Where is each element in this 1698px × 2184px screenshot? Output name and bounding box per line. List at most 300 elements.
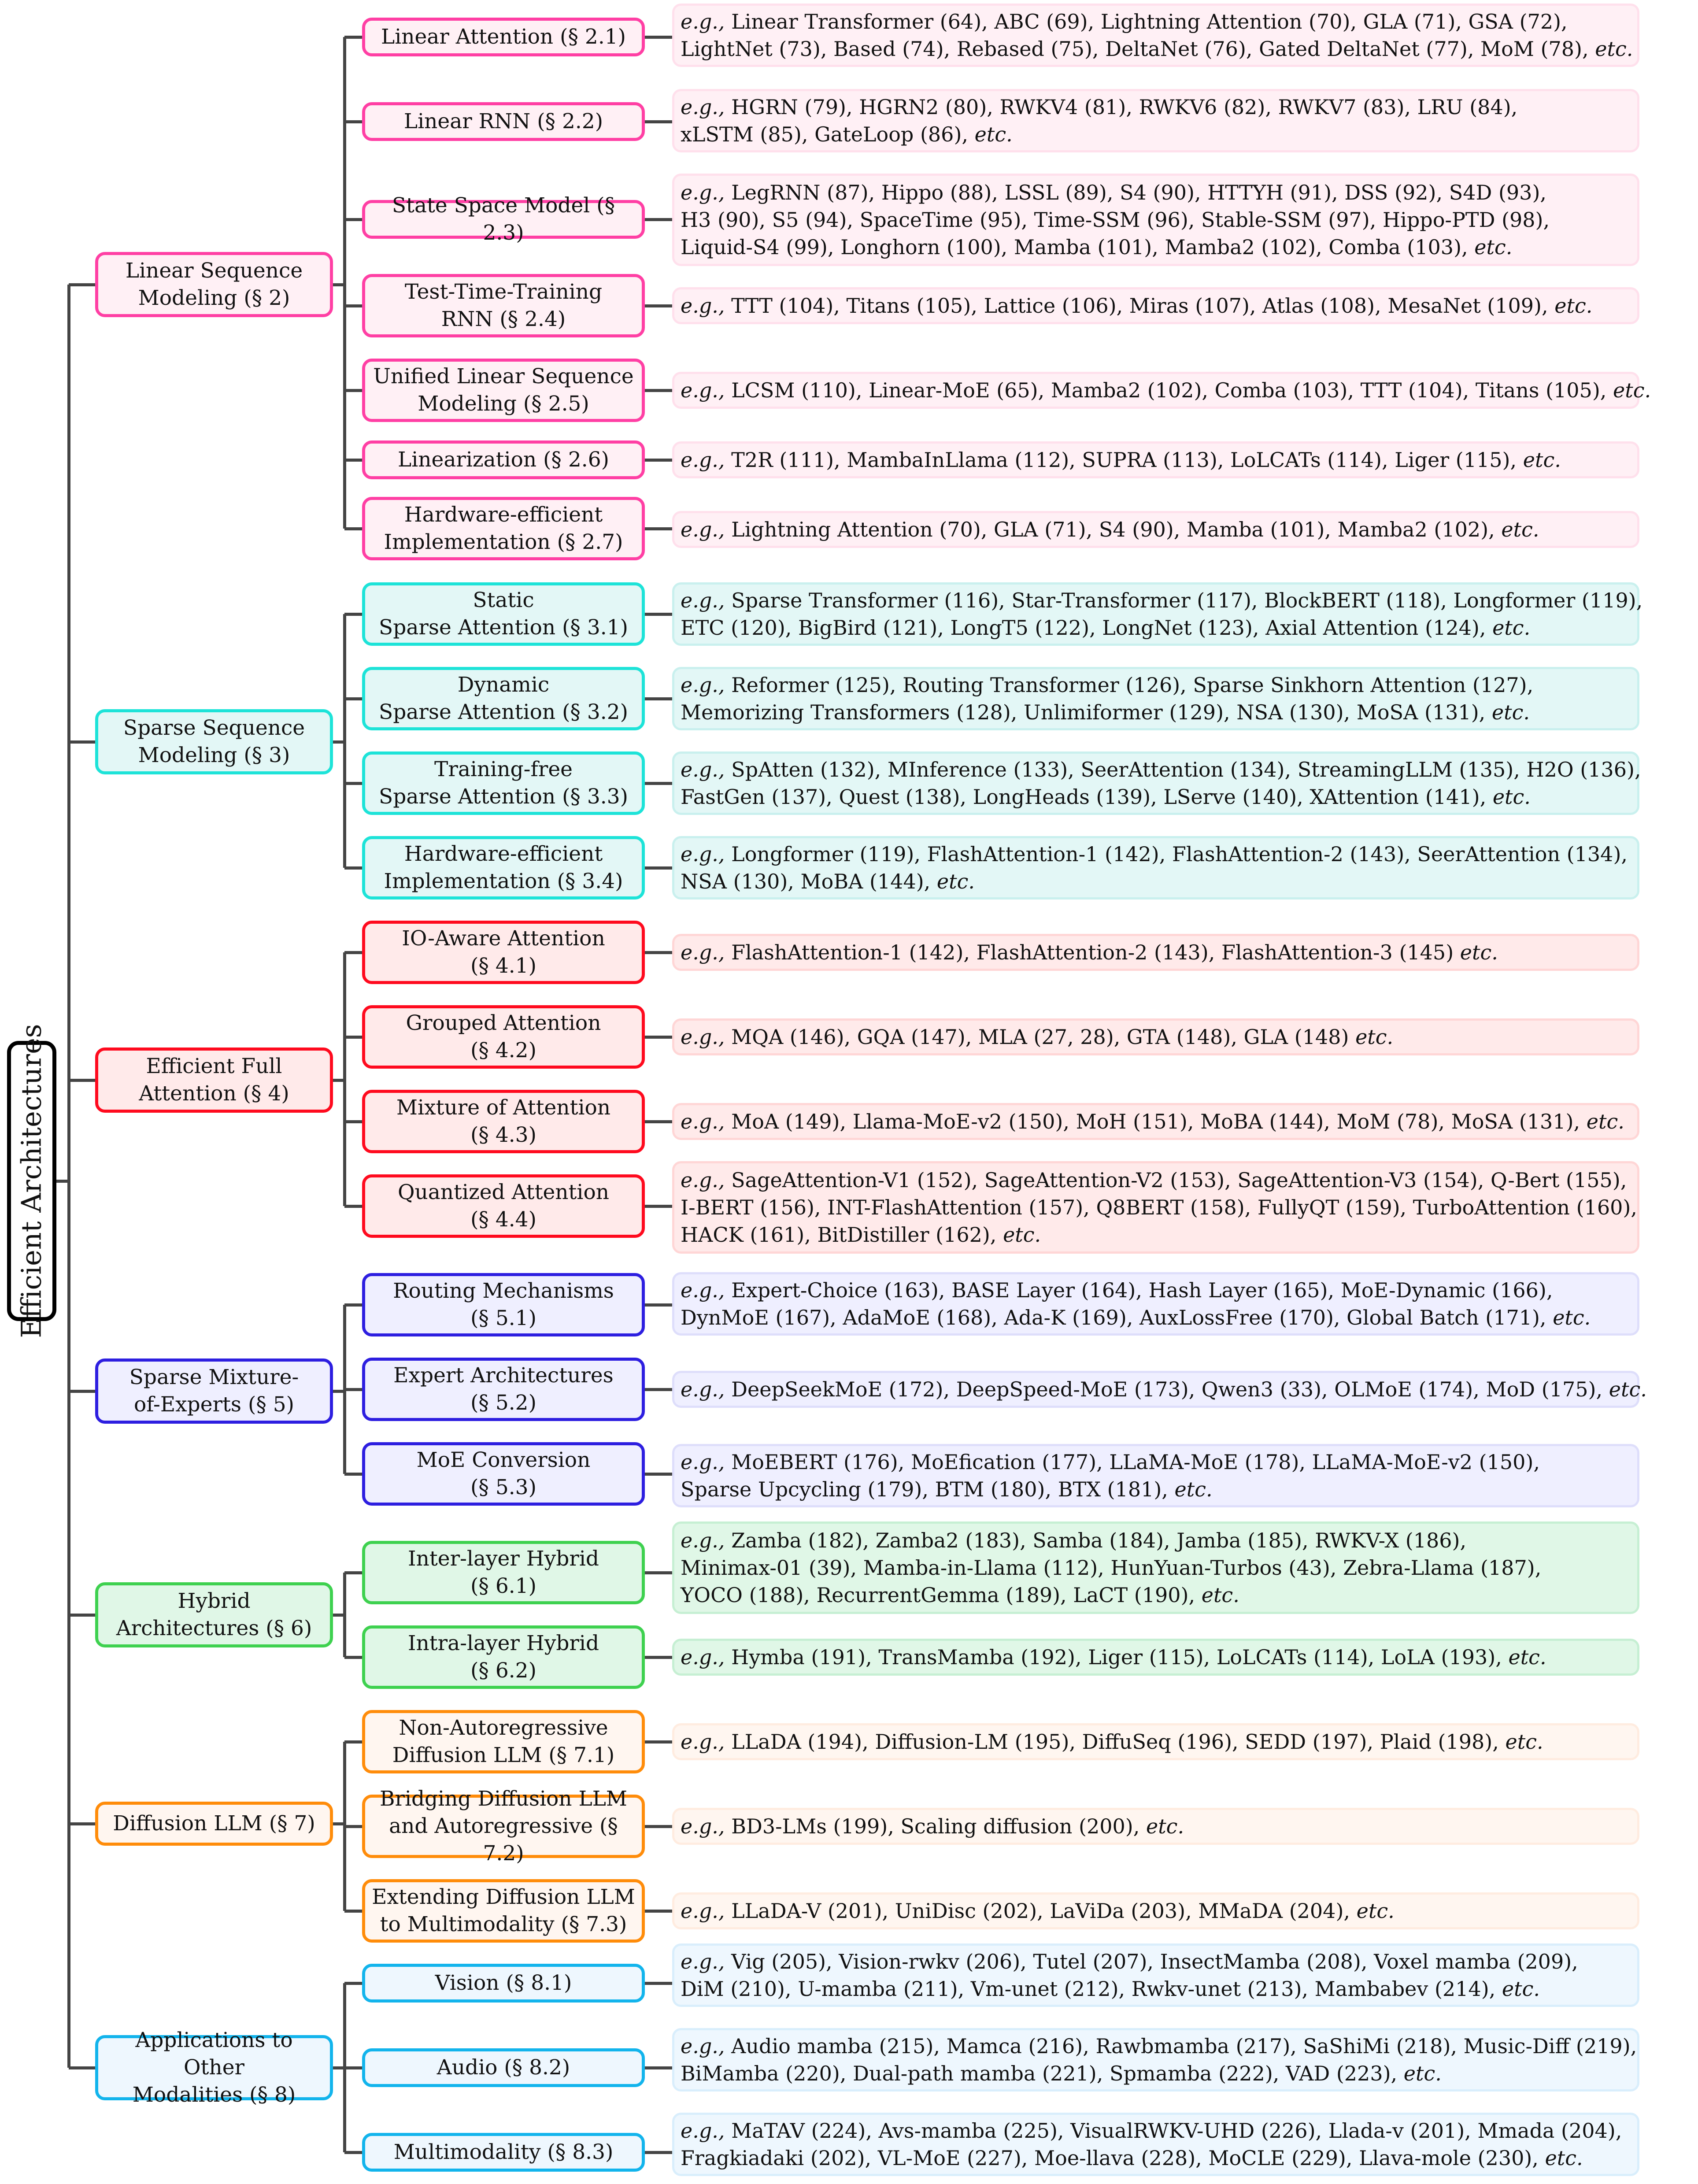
connector-line (344, 1571, 362, 1574)
examples-list: LegRNN (87), Hippo (88), LSSL (89), S4 (90), HTTYH (91), DSS (92), S4D (93), (731, 181, 1547, 204)
examples-line (681, 939, 1498, 966)
examples-text (681, 8, 1633, 63)
eg-label: e.g., (681, 2034, 725, 2058)
examples-list: xLSTM (85), GateLoop (86), (681, 122, 969, 146)
examples-list: SageAttention-V1 (152), SageAttention-V2 (153), SageAttention-V3 (154), Q-Bert (155), (731, 1168, 1627, 1192)
subcategory-label-line: (§ 5.1) (470, 1306, 536, 1330)
connector-line (645, 120, 672, 123)
category-node[interactable] (95, 2028, 333, 2107)
examples-text (681, 1108, 1624, 1135)
category-label (116, 1588, 312, 1642)
connector-line (645, 866, 672, 870)
examples-line (681, 1376, 1647, 1403)
etc-label: etc. (936, 870, 975, 893)
connector-line (343, 37, 346, 529)
etc-label: etc. (1356, 1899, 1395, 1923)
subcategory-label-line: (§ 5.3) (470, 1475, 536, 1499)
eg-label: e.g., (681, 378, 725, 402)
connector-line (645, 1205, 672, 1208)
connector-line (645, 1120, 672, 1123)
subcategory-label (408, 1545, 599, 1600)
connector-line (344, 1303, 362, 1307)
examples-text (681, 377, 1651, 404)
connector-line (344, 1473, 362, 1476)
examples-line (681, 1644, 1546, 1671)
examples-line (681, 1304, 1591, 1331)
etc-label: etc. (1491, 700, 1530, 724)
root-node (7, 1024, 56, 1338)
examples-leaf (672, 441, 1639, 478)
subcategory-label-line: Expert Architectures (393, 1363, 614, 1388)
examples-text (681, 1948, 1578, 2003)
eg-label: e.g., (681, 673, 725, 697)
etc-label: etc. (1174, 1477, 1213, 1501)
eg-label: e.g., (681, 1645, 725, 1669)
category-label-line: Attention (§ 4) (139, 1081, 289, 1106)
etc-label: etc. (1609, 1377, 1647, 1401)
connector-line (343, 1573, 346, 1657)
subcategory-label (406, 1010, 601, 1064)
examples-text (681, 1023, 1393, 1051)
category-node[interactable] (95, 1048, 333, 1113)
examples-list: YOCO (188), RecurrentGemma (189), LaCT (190), (681, 1583, 1195, 1607)
examples-list: LightNet (73), Based (74), Rebased (75), DeltaNet (76), Gated DeltaNet (77), MoM (78), (681, 37, 1589, 61)
examples-line (681, 1194, 1637, 1221)
eg-label: e.g., (681, 10, 725, 33)
subcategory-node[interactable] (362, 582, 645, 646)
connector-line (645, 36, 672, 39)
subcategory-label-line: Sparse Attention (§ 3.3) (379, 785, 628, 809)
examples-line (681, 1023, 1393, 1051)
etc-label: etc. (1003, 1223, 1041, 1247)
examples-line (681, 8, 1633, 35)
subcategory-node[interactable] (362, 1273, 645, 1336)
examples-line (681, 1897, 1395, 1925)
connector-line (645, 697, 672, 700)
examples-line (681, 292, 1592, 319)
category-label (129, 1364, 299, 1418)
subcategory-label-line: (§ 6.1) (470, 1574, 536, 1598)
examples-text (681, 1448, 1540, 1503)
subcategory-label (404, 108, 603, 135)
subcategory-node[interactable] (362, 1090, 645, 1153)
connector-line (645, 1656, 672, 1659)
category-label (113, 1810, 315, 1837)
connector-line (69, 1390, 95, 1393)
examples-list: DiM (210), U-mamba (211), Vm-unet (212), Rwkv-unet (213), Mambabev (214), (681, 1977, 1496, 2001)
subcategory-node[interactable] (362, 1541, 645, 1604)
examples-line (681, 1527, 1541, 1554)
etc-label: etc. (1492, 785, 1531, 809)
category-label-line: Linear Sequence (125, 259, 303, 283)
connector-line (645, 1303, 672, 1307)
subcategory-label (437, 2054, 570, 2081)
connector-line (343, 614, 346, 868)
subcategory-node[interactable] (362, 441, 645, 479)
subcategory-node[interactable] (362, 2048, 645, 2087)
connector-line (645, 2066, 672, 2069)
eg-label: e.g., (681, 758, 725, 781)
examples-list: Zamba (182), Zamba2 (183), Samba (184), Jamba (185), RWKV-X (186), (731, 1529, 1467, 1552)
category-label-line: Diffusion LLM (§ 7) (113, 1811, 315, 1836)
examples-text (681, 671, 1533, 726)
connector-line (344, 2151, 362, 2154)
subcategory-label-line: Implementation (§ 3.4) (384, 869, 623, 893)
connector-line (645, 389, 672, 392)
examples-leaf (672, 372, 1651, 409)
eg-label: e.g., (681, 1377, 725, 1401)
examples-list: Memorizing Transformers (128), Unlimiformer (129), NSA (130), MoSA (131), (681, 700, 1486, 724)
subcategory-label (373, 363, 633, 418)
subcategory-label (398, 446, 609, 474)
examples-text (681, 1166, 1637, 1248)
examples-line (681, 1948, 1578, 1975)
connector-line (645, 304, 672, 307)
subcategory-node[interactable] (362, 1625, 645, 1689)
subcategory-label-line: Sparse Attention (§ 3.2) (379, 700, 628, 724)
subcategory-node[interactable] (362, 751, 645, 815)
examples-text (681, 2032, 1637, 2087)
subcategory-label (379, 587, 628, 641)
subcategory-label-line: RNN (§ 2.4) (441, 307, 566, 331)
connector-line (645, 1910, 672, 1913)
subcategory-label (384, 840, 623, 895)
subcategory-label-line: Audio (§ 8.2) (437, 2055, 570, 2080)
examples-text (681, 1644, 1546, 1671)
examples-list: Reformer (125), Routing Transformer (126), Sparse Sinkhorn Attention (127), (731, 673, 1534, 697)
eg-label: e.g., (681, 2119, 725, 2143)
examples-leaf (672, 1161, 1639, 1254)
etc-label: etc. (1146, 1814, 1184, 1838)
subcategory-label-line: Routing Mechanisms (393, 1279, 614, 1303)
eg-label: e.g., (681, 1529, 725, 1552)
connector-line (344, 459, 362, 462)
examples-line (681, 179, 1550, 206)
subcategory-node[interactable] (362, 921, 645, 984)
examples-leaf (672, 287, 1639, 324)
examples-line (681, 1448, 1540, 1476)
eg-label: e.g., (681, 294, 725, 318)
examples-list: LLaDA (194), Diffusion-LM (195), DiffuSeq (196), SEDD (197), Plaid (198), (731, 1730, 1499, 1754)
etc-label: etc. (1595, 37, 1633, 61)
connector-line (645, 1036, 672, 1039)
subcategory-label (392, 1714, 614, 1769)
subcategory-node[interactable] (362, 1174, 645, 1238)
examples-line (681, 1554, 1541, 1581)
examples-line (681, 840, 1628, 868)
category-label (104, 2027, 324, 2109)
examples-list: Longformer (119), FlashAttention-1 (142), FlashAttention-2 (143), SeerAttention (134), (731, 842, 1628, 866)
connector-line (67, 285, 70, 2068)
examples-line (681, 93, 1517, 121)
subcategory-label-line: Test-Time-Training (404, 280, 603, 304)
category-label (126, 257, 303, 312)
examples-line (681, 2032, 1637, 2060)
connector-line (344, 120, 362, 123)
connector-line (344, 951, 362, 954)
connector-line (344, 782, 362, 785)
examples-line (681, 2117, 1622, 2144)
etc-label: etc. (1403, 2062, 1442, 2085)
subcategory-label (393, 1277, 614, 1332)
connector-line (645, 613, 672, 616)
subcategory-label (417, 1447, 591, 1501)
connector-line (344, 1910, 362, 1913)
subcategory-label-line: IO-Aware Attention (402, 926, 605, 951)
examples-leaf (672, 1808, 1639, 1845)
examples-leaf (672, 1723, 1639, 1760)
examples-line (681, 1975, 1578, 2003)
etc-label: etc. (1355, 1025, 1394, 1049)
examples-list: ETC (120), BigBird (121), LongT5 (122), LongNet (123), Axial Attention (124), (681, 616, 1486, 640)
examples-list: MaTAV (224), Avs-mamba (225), VisualRWKV-UHD (226), Llada-v (201), Mmada (204), (731, 2119, 1622, 2143)
category-label-line: Modeling (§ 3) (138, 743, 290, 767)
category-node[interactable] (95, 1359, 333, 1424)
subcategory-label-line: Quantized Attention (397, 1180, 610, 1204)
category-label-line: Sparse Sequence (123, 716, 305, 740)
connector-line (344, 36, 362, 39)
category-label (123, 714, 305, 769)
examples-leaf (672, 4, 1639, 67)
etc-label: etc. (1460, 940, 1498, 964)
connector-line (645, 782, 672, 785)
eg-label: e.g., (681, 842, 725, 866)
subcategory-label-line: Inter-layer Hybrid (408, 1547, 599, 1571)
subcategory-node[interactable] (362, 497, 645, 560)
examples-line (681, 2060, 1637, 2087)
subcategory-node[interactable] (362, 18, 645, 56)
examples-leaf (672, 1521, 1639, 1614)
examples-list: H3 (90), S5 (94), SpaceTime (95), Time-SSM (96), Stable-SSM (97), Hippo-PTD (98), (681, 208, 1550, 232)
category-label-line: Efficient Full (146, 1054, 282, 1078)
etc-label: etc. (1505, 1730, 1543, 1754)
examples-list: BiMamba (220), Dual-path mamba (221), Spmamba (222), VAD (223), (681, 2062, 1398, 2085)
examples-line (681, 756, 1641, 783)
examples-list: Sparse Transformer (116), Star-Transformer (117), BlockBERT (118), Longformer (119), (731, 589, 1643, 612)
subcategory-label-line: Sparse Attention (§ 3.1) (379, 615, 628, 640)
examples-line (681, 614, 1643, 641)
subcategory-label (402, 925, 605, 980)
etc-label: etc. (1501, 518, 1539, 541)
etc-label: etc. (1545, 2146, 1583, 2170)
examples-line (681, 377, 1651, 404)
etc-label: etc. (1613, 378, 1651, 402)
examples-list: DynMoE (167), AdaMoE (168), Ada-K (169), AuxLossFree (170), Global Batch (171), (681, 1306, 1546, 1329)
examples-text (681, 840, 1628, 895)
examples-leaf (672, 1272, 1639, 1336)
examples-text (681, 93, 1517, 148)
etc-label: etc. (974, 122, 1013, 146)
connector-line (69, 1614, 95, 1617)
examples-list: BD3-LMs (199), Scaling diffusion (200), (731, 1814, 1140, 1838)
category-label-line: of-Experts (§ 5) (133, 1392, 295, 1417)
connector-line (69, 740, 95, 744)
subcategory-node[interactable] (362, 836, 645, 900)
category-node[interactable] (95, 252, 333, 317)
subcategory-node[interactable] (362, 1964, 645, 2003)
eg-label: e.g., (681, 95, 725, 119)
examples-line (681, 1108, 1624, 1135)
root-label: Efficient Architectures (15, 1024, 48, 1338)
connector-line (645, 1740, 672, 1743)
connector-line (645, 951, 672, 954)
subcategory-label-line: Static (473, 588, 534, 612)
connector-line (343, 1983, 346, 2152)
subcategory-node[interactable] (362, 1879, 645, 1943)
examples-leaf (672, 174, 1639, 266)
examples-text (681, 1376, 1647, 1403)
examples-line (681, 206, 1550, 233)
examples-leaf (672, 751, 1639, 815)
examples-line (681, 1476, 1540, 1503)
subcategory-label-line: Vision (§ 8.1) (435, 1971, 572, 1995)
eg-label: e.g., (681, 1168, 725, 1192)
eg-label: e.g., (681, 181, 725, 204)
etc-label: etc. (1553, 1306, 1591, 1329)
subcategory-node[interactable] (362, 1358, 645, 1421)
subcategory-label-line: Modeling (§ 2.5) (418, 392, 589, 416)
subcategory-node[interactable] (362, 2133, 645, 2172)
examples-list: Vig (205), Vision-rwkv (206), Tutel (207), InsectMamba (208), Voxel mamba (209), (731, 1950, 1578, 1973)
examples-leaf (672, 1943, 1639, 2007)
examples-list: LCSM (110), Linear-MoE (65), Mamba2 (102), Comba (103), TTT (104), Titans (105), (731, 378, 1607, 402)
connector-line (343, 1742, 346, 1911)
subcategory-label-line: Hardware-efficient (404, 842, 603, 866)
category-node[interactable] (95, 1582, 333, 1647)
eg-label: e.g., (681, 1025, 725, 1049)
subcategory-node[interactable] (362, 1787, 645, 1866)
category-node[interactable] (95, 1802, 333, 1846)
connector-line (344, 613, 362, 616)
subcategory-node[interactable] (362, 102, 645, 141)
examples-text (681, 1897, 1395, 1925)
examples-line (681, 1813, 1184, 1840)
connector-line (344, 1120, 362, 1123)
subcategory-label (379, 756, 628, 811)
examples-leaf (672, 836, 1639, 900)
subcategory-label (371, 1785, 636, 1867)
connector-line (343, 1305, 346, 1474)
connector-line (343, 952, 346, 1206)
subcategory-label (379, 671, 628, 726)
examples-leaf (672, 1639, 1639, 1676)
examples-line (681, 783, 1641, 811)
connector-line (344, 697, 362, 700)
examples-list: LLaDA-V (201), UniDisc (202), LaViDa (203), MMaDA (204), (731, 1899, 1350, 1923)
category-label-line: Modalities (§ 8) (132, 2083, 296, 2107)
examples-list: Lightning Attention (70), GLA (71), S4 (90), Mamba (101), Mamba2 (102), (731, 518, 1495, 541)
subcategory-node[interactable] (362, 1442, 645, 1506)
eg-label: e.g., (681, 1814, 725, 1838)
subcategory-label-line: Mixture of Attention (396, 1096, 611, 1120)
examples-line (681, 121, 1517, 148)
examples-leaf (672, 1018, 1639, 1055)
category-label-line: Architectures (§ 6) (116, 1616, 312, 1640)
examples-list: HGRN (79), HGRN2 (80), RWKV4 (81), RWKV6 (82), RWKV7 (83), LRU (84), (731, 95, 1518, 119)
category-node[interactable] (95, 709, 333, 774)
examples-list: NSA (130), MoBA (144), (681, 870, 931, 893)
examples-leaf (672, 511, 1639, 548)
examples-line (681, 868, 1628, 895)
subcategory-node[interactable] (362, 274, 645, 337)
subcategory-label (396, 1094, 610, 1149)
subcategory-label-line: (§ 4.4) (470, 1207, 536, 1232)
subcategory-label-line: Dynamic (457, 673, 550, 697)
examples-list: FlashAttention-1 (142), FlashAttention-2 (143), FlashAttention-3 (145) (731, 940, 1454, 964)
examples-list: Liquid-S4 (99), Longhorn (100), Mamba (101), Mamba2 (102), Comba (103), (681, 235, 1468, 259)
examples-text (681, 1728, 1543, 1755)
examples-leaf (672, 1444, 1639, 1507)
examples-line (681, 446, 1561, 474)
eg-label: e.g., (681, 1730, 725, 1754)
subcategory-label-line: (§ 6.2) (470, 1658, 536, 1683)
subcategory-node[interactable] (362, 193, 645, 245)
examples-text (681, 516, 1539, 543)
examples-line (681, 1581, 1541, 1609)
subcategory-label-line: and Autoregressive (§ 7.2) (389, 1814, 618, 1866)
examples-text (681, 939, 1498, 966)
examples-list: I-BERT (156), INT-FlashAttention (157), Q8BERT (158), FullyQT (159), TurboAttention (160), (681, 1196, 1637, 1219)
examples-list: SpAtten (132), MInference (133), SeerAttention (134), StreamingLLM (135), H2O (136), (731, 758, 1641, 781)
examples-list: Expert-Choice (163), BASE Layer (164), Hash Layer (165), MoE-Dynamic (166), (731, 1278, 1553, 1302)
subcategory-label-line: Linear Attention (§ 2.1) (381, 25, 626, 49)
subcategory-label-line: Extending Diffusion LLM (372, 1885, 635, 1909)
subcategory-label-line: to Multimodality (§ 7.3) (380, 1912, 627, 1936)
subcategory-label (371, 192, 636, 247)
examples-list: MoA (149), Llama-MoE-v2 (150), MoH (151), MoBA (144), MoM (78), MoSA (131), (731, 1110, 1580, 1133)
eg-label: e.g., (681, 1950, 725, 1973)
subcategory-node[interactable] (362, 1710, 645, 1773)
examples-list: FastGen (137), Quest (138), LongHeads (139), LServe (140), XAttention (141), (681, 785, 1487, 809)
subcategory-label (393, 1362, 614, 1417)
subcategory-label-line: Diffusion LLM (§ 7.1) (392, 1743, 615, 1767)
subcategory-node[interactable] (362, 667, 645, 730)
subcategory-label-line: Multimodality (§ 8.3) (393, 2140, 614, 2164)
subcategory-label-line: Unified Linear Sequence (373, 364, 634, 389)
category-label-line: Modeling (§ 2) (138, 286, 290, 310)
examples-list: TTT (104), Titans (105), Lattice (106), Miras (107), Atlas (108), MesaNet (109), (731, 294, 1548, 318)
eg-label: e.g., (681, 1450, 725, 1474)
etc-label: etc. (1586, 1110, 1624, 1133)
category-label-line: Sparse Mixture- (129, 1365, 299, 1389)
connector-line (344, 304, 362, 307)
eg-label: e.g., (681, 1899, 725, 1923)
examples-line (681, 1277, 1591, 1304)
examples-list: Audio mamba (215), Mamca (216), Rawbmamba (217), SaShiMi (218), Music-Diff (219), (731, 2034, 1637, 2058)
etc-label: etc. (1523, 448, 1561, 472)
subcategory-label-line: Intra-layer Hybrid (407, 1631, 599, 1655)
examples-text (681, 2117, 1622, 2172)
examples-leaf (672, 1892, 1639, 1929)
examples-list: Linear Transformer (64), ABC (69), Lightning Attention (70), GLA (71), GSA (72), (731, 10, 1568, 33)
connector-line (645, 527, 672, 530)
examples-text (681, 179, 1550, 261)
subcategory-label-line: Linearization (§ 2.6) (398, 448, 609, 472)
subcategory-node[interactable] (362, 359, 645, 422)
eg-label: e.g., (681, 1110, 725, 1133)
examples-list: DeepSeekMoE (172), DeepSpeed-MoE (173), Qwen3 (33), OLMoE (174), MoD (175), (731, 1377, 1603, 1401)
etc-label: etc. (1508, 1645, 1546, 1669)
connector-line (645, 1388, 672, 1391)
eg-label: e.g., (681, 518, 725, 541)
examples-list: MQA (146), GQA (147), MLA (27, 28), GTA (148), GLA (148) (731, 1025, 1349, 1049)
etc-label: etc. (1554, 294, 1593, 318)
examples-line (681, 1221, 1637, 1248)
subcategory-node[interactable] (362, 1005, 645, 1069)
examples-leaf (672, 1103, 1639, 1140)
connector-line (344, 1740, 362, 1743)
eg-label: e.g., (681, 1278, 725, 1302)
